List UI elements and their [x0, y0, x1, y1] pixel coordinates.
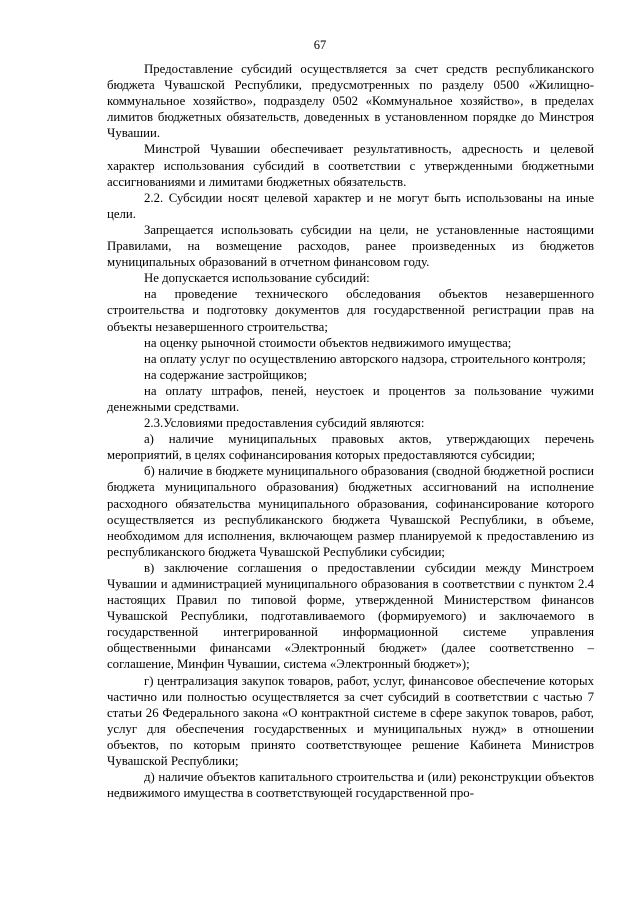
paragraph: б) наличие в бюджете муниципального образования (сводной бюджетной росписи бюджета муниципального образования) бюджетных ассигнований на исполнение расходного обязательства муниципального образования, софинансирование которого осуществляется из республиканского бюджета Чувашской Республики, в объеме, необходимом для исполнения, включающем размер планируемой к предоставлению из республиканского бюджета Чувашской Республики субсидии; [107, 464, 594, 559]
paragraph: а) наличие муниципальных правовых актов, утверждающих перечень мероприятий, в целях софинансирования которых предоставляются субсидии; [107, 432, 594, 463]
paragraph: Запрещается использовать субсидии на цели, не установленные настоящими Правилами, на возмещение расходов, ранее произведенных из бюджетов муниципальных образований в отчетном финансовом году. [107, 222, 594, 270]
paragraph: в) заключение соглашения о предоставлении субсидии между Минстроем Чувашии и администрацией муниципального образования в соответствии с пунктом 2.4 настоящих Правил по типовой форме, утвержденной Министерством финансов Чувашской Республики, подготавливаемого (формируемого) и заключаемого в государственной интегрированной информационной системе управления общественными финансами «Электронный бюджет» (далее соответственно – соглашение, Минфин Чувашии, система «Электронный бюджет»); [107, 560, 594, 672]
paragraph: на содержание застройщиков; [144, 367, 308, 382]
document-body [107, 61, 594, 801]
paragraph: Не допускается использование субсидий: [144, 271, 370, 286]
paragraph: на оплату услуг по осуществлению авторского надзора, строительного контроля; [144, 351, 586, 366]
paragraph: Минстрой Чувашии обеспечивает результативность, адресность и целевой характер использования субсидий в соответствии с утвержденными бюджетными ассигнованиями и лимитами бюджетных обязательств. [107, 142, 594, 189]
paragraph: на проведение технического обследования объектов незавершенного строительства и подготовку документов для государственной регистрации прав на объекты незавершенного строительства; [107, 287, 594, 334]
paragraph: Предоставление субсидий осуществляется за счет средств республиканского бюджета Чувашской Республики, предусмотренных по разделу 0500 «Жилищно-коммунальное хозяйство», подразделу 0502 «Коммунальное хозяйство», в пределах лимитов бюджетных обязательств, доведенных в установленном порядке до Минстроя Чувашии. [107, 62, 594, 141]
page-number: 67 [313, 38, 327, 52]
paragraph: д) наличие объектов капитального строительства и (или) реконструкции объектов недвижимого имущества в соответствующей государственной про- [107, 770, 594, 801]
paragraph: на оплату штрафов, пеней, неустоек и процентов за пользование чужими денежными средствами. [107, 383, 594, 414]
paragraph: 2.3.Условиями предоставления субсидий являются: [144, 416, 425, 431]
paragraph: 2.2. Субсидии носят целевой характер и не могут быть использованы на иные цели. [107, 190, 594, 221]
paragraph: на оценку рыночной стоимости объектов недвижимого имущества; [144, 335, 512, 350]
paragraph: г) централизация закупок товаров, работ, услуг, финансовое обеспечение которых частично или полностью осуществляется за счет субсидий в соответствии с частью 7 статьи 26 Федерального закона «О контрактной системе в сфере закупок товаров, работ, услуг для обеспечения государственных и муниципальных нужд» в отношении объектов, по которым принято соответствующее решение Кабинета Министров Чувашской Республики; [107, 673, 594, 769]
